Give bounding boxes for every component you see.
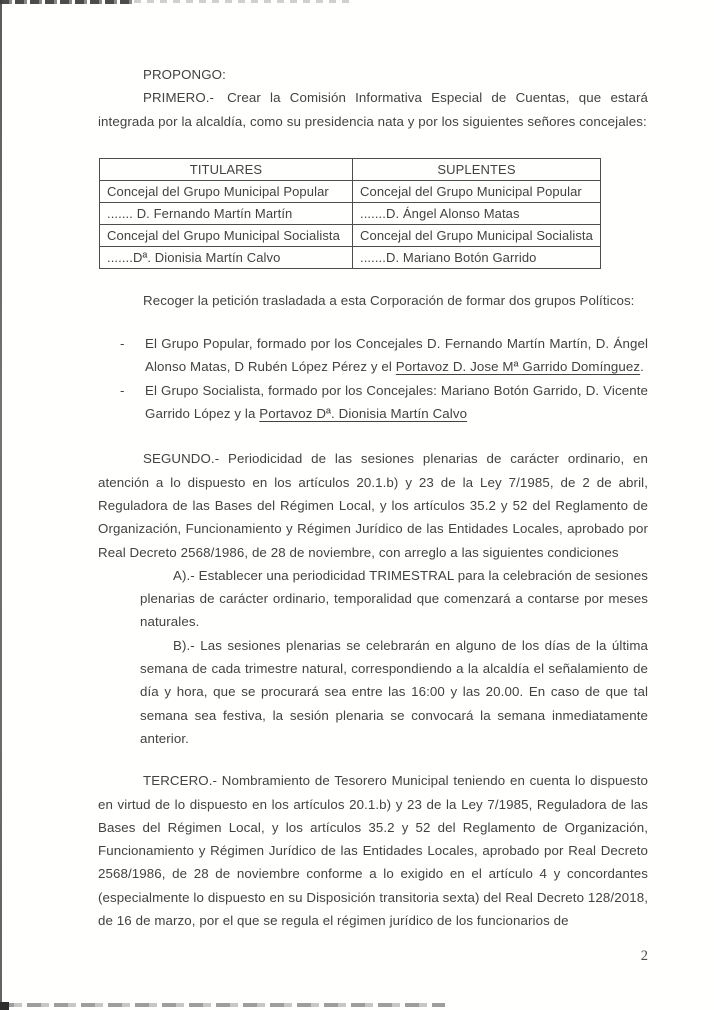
table-row — [100, 224, 601, 246]
scan-artifact-left-edge — [0, 0, 2, 1010]
bullet-text-segment: El Grupo Socialista, formado por los Concejales: Mariano Botón Garrido, D. Vicente Garrido López y la — [145, 382, 648, 422]
table-cell: ....... D. Fernando Martín Martín — [100, 202, 353, 224]
paragraph-primero — [98, 86, 648, 133]
bullet-dash: - — [120, 382, 125, 398]
list-item — [98, 379, 648, 426]
primero-text: Crear la Comisión Informativa Especial de Cuentas, que estará integrada por la alcaldía, como su presidencia nata y por los siguientes señores concejales: — [98, 90, 648, 129]
paragraph-segundo: SEGUNDO.- Periodicidad de las sesiones plenarias de carácter ordinario, en atención a lo dispuesto en los artículos 20.1.b) y 23 de la Ley 7/1985, de 2 de abril, Reguladora de las Bases del Régimen Local, y los artículos 35.2 y 52 del Reglamento de Organización, Funcionamiento y Régimen Jurídico de las Entidades Locales, aprobado por Real Decreto 2568/1986, de 28 de noviembre, con arreglo a las siguientes condiciones — [98, 451, 648, 560]
table-row — [100, 180, 601, 202]
table-header-row — [100, 158, 601, 180]
scan-artifact-top-dark — [0, 0, 134, 4]
column-header-suplentes: SUPLENTES — [353, 158, 601, 180]
paragraph-propongo: PROPONGO: — [143, 67, 226, 82]
bullet-text-segment: . — [640, 359, 644, 375]
list-item — [98, 332, 648, 379]
column-header-titulares: TITULARES — [100, 158, 353, 180]
table-row — [100, 202, 601, 224]
page-number: 2 — [640, 948, 648, 964]
bullet-text — [145, 379, 648, 426]
table-cell: Concejal del Grupo Municipal Popular — [353, 180, 601, 202]
table-cell: .......D. Mariano Botón Garrido — [353, 246, 601, 268]
table-cell: Concejal del Grupo Municipal Popular — [100, 180, 353, 202]
scan-artifact-top-faint — [134, 0, 349, 3]
table-cell: .......D. Ángel Alonso Matas — [353, 202, 601, 224]
table-cell: Concejal del Grupo Municipal Socialista — [100, 224, 353, 246]
primero-label: PRIMERO.- — [143, 90, 215, 106]
bullet-text-underlined: Portavoz D. Jose Mª Garrido Domínguez — [395, 359, 641, 375]
bullet-text — [145, 332, 648, 379]
scan-artifact-bottom — [0, 1003, 445, 1007]
bullet-dash: - — [120, 336, 125, 352]
committee-table — [99, 158, 601, 269]
paragraph-item-a: A).- Establecer una periodicidad TRIMESTRAL para la celebración de sesiones plenarias de carácter ordinario, temporalidad que comenzará a contarse por meses naturales. — [140, 567, 648, 630]
paragraph-tercero: TERCERO.- Nombramiento de Tesorero Municipal teniendo en cuenta lo dispuesto en virtud de lo dispuesto en los artículos 20.1.b) y 23 de la Ley 7/1985, Reguladora de las Bases del Régimen Local, y los artículos 35.2 y 52 del Reglamento de Organización, Funcionamiento y Régimen Jurídico de las Entidades Locales, aprobado por Real Decreto 2568/1986, de 28 de noviembre conforme a lo exigido en el artículo 4 y concordantes (especialmente lo dispuesto en su Disposición transitoria sexta) del Real Decreto 128/2018, de 16 de marzo, por el que se regula el régimen jurídico de los funcionarios de — [98, 773, 648, 929]
table-cell: .......Dª. Dionisia Martín Calvo — [100, 246, 353, 268]
bullet-text-underlined: Portavoz Dª. Dionisia Martín Calvo — [259, 406, 468, 422]
scan-artifact-bottom-corner — [0, 1002, 9, 1010]
paragraph-item-b: B).- Las sesiones plenarias se celebrarán en alguno de los días de la última semana de cada trimestre natural, correspondiendo a la alcaldía el señalamiento de día y hora, que se procurará sea entre las 16:00 y las 20.00. En caso de que tal semana sea festiva, la sesión plenaria se convocará la semana inmediatamente anterior. — [140, 637, 648, 746]
table-cell: Concejal del Grupo Municipal Socialista — [353, 224, 601, 246]
table-row — [100, 246, 601, 268]
political-groups-list — [98, 332, 648, 425]
document-body — [98, 63, 648, 932]
bullet-text-segment: El Grupo Popular, formado por los Concejales D. Fernando Martín Martín, D. Ángel Alonso Matas, D Rubén López Pérez y el — [145, 336, 648, 375]
paragraph-recoger: Recoger la petición trasladada a esta Corporación de formar dos grupos Políticos: — [143, 292, 635, 308]
